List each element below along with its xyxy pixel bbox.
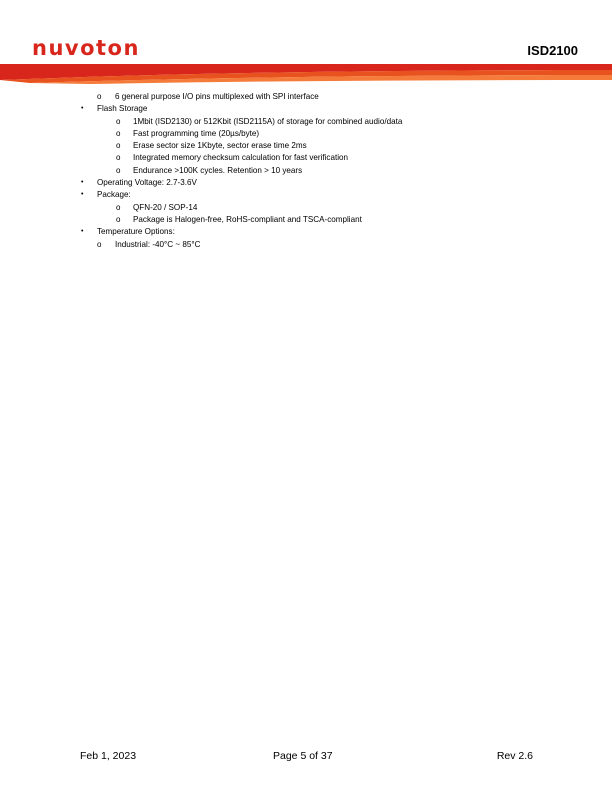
list-item <box>0 226 612 238</box>
bullet-marker: • <box>81 105 84 113</box>
list-item-text: Industrial: -40°C ~ 85°C <box>115 239 201 249</box>
document-id: ISD2100 <box>527 43 578 58</box>
page-footer <box>0 749 612 763</box>
list-item-text: Fast programming time (20µs/byte) <box>133 128 260 138</box>
bullet-marker: • <box>81 179 84 187</box>
list-marker: o <box>97 239 102 249</box>
list-item <box>0 189 612 201</box>
list-item-text: 6 general purpose I/O pins multiplexed with SPI interface <box>115 92 319 101</box>
footer-page-number: Page 5 of 37 <box>273 750 333 762</box>
list-item <box>0 140 612 152</box>
bullet-marker: • <box>81 228 84 236</box>
list-item-text: Package: <box>97 190 131 200</box>
list-item <box>0 214 612 226</box>
list-item <box>0 152 612 164</box>
list-marker: o <box>116 202 121 212</box>
list-item <box>0 239 612 251</box>
list-marker: o <box>116 141 121 151</box>
list-marker: o <box>116 165 121 175</box>
list-item <box>0 202 612 214</box>
page-header <box>0 0 612 90</box>
list-item-text: Integrated memory checksum calculation for fast verification <box>133 153 349 163</box>
list-marker: o <box>116 153 121 163</box>
list-marker: o <box>116 116 121 126</box>
list-marker: o <box>97 92 102 101</box>
list-marker: o <box>116 214 121 224</box>
list-item <box>0 128 612 140</box>
header-banner-swoosh <box>0 62 612 86</box>
list-item-text: Endurance >100K cycles. Retention > 10 years <box>133 165 303 175</box>
list-item-text: Package is Halogen-free, RoHS-compliant and TSCA-compliant <box>133 214 362 224</box>
bullet-marker: • <box>81 191 84 199</box>
list-item-text: Erase sector size 1Kbyte, sector erase time 2ms <box>133 141 307 151</box>
list-item <box>0 165 612 177</box>
list-item-text: Operating Voltage: 2.7-3.6V <box>97 178 197 188</box>
list-item-text: Flash Storage <box>97 104 148 114</box>
list-item-text: 1Mbit (ISD2130) or 512Kbit (ISD2115A) of storage for combined audio/data <box>133 116 403 126</box>
nuvoton-logo: nuvoton <box>32 36 140 60</box>
list-item <box>0 116 612 128</box>
list-item <box>0 91 612 103</box>
list-item <box>0 177 612 189</box>
list-item-text: QFN-20 / SOP-14 <box>133 202 198 212</box>
list-marker: o <box>116 128 121 138</box>
feature-list <box>0 91 612 251</box>
footer-date: Feb 1, 2023 <box>80 750 137 762</box>
footer-revision: Rev 2.6 <box>496 750 533 762</box>
list-item-text: Temperature Options: <box>97 227 175 237</box>
list-item <box>0 103 612 115</box>
